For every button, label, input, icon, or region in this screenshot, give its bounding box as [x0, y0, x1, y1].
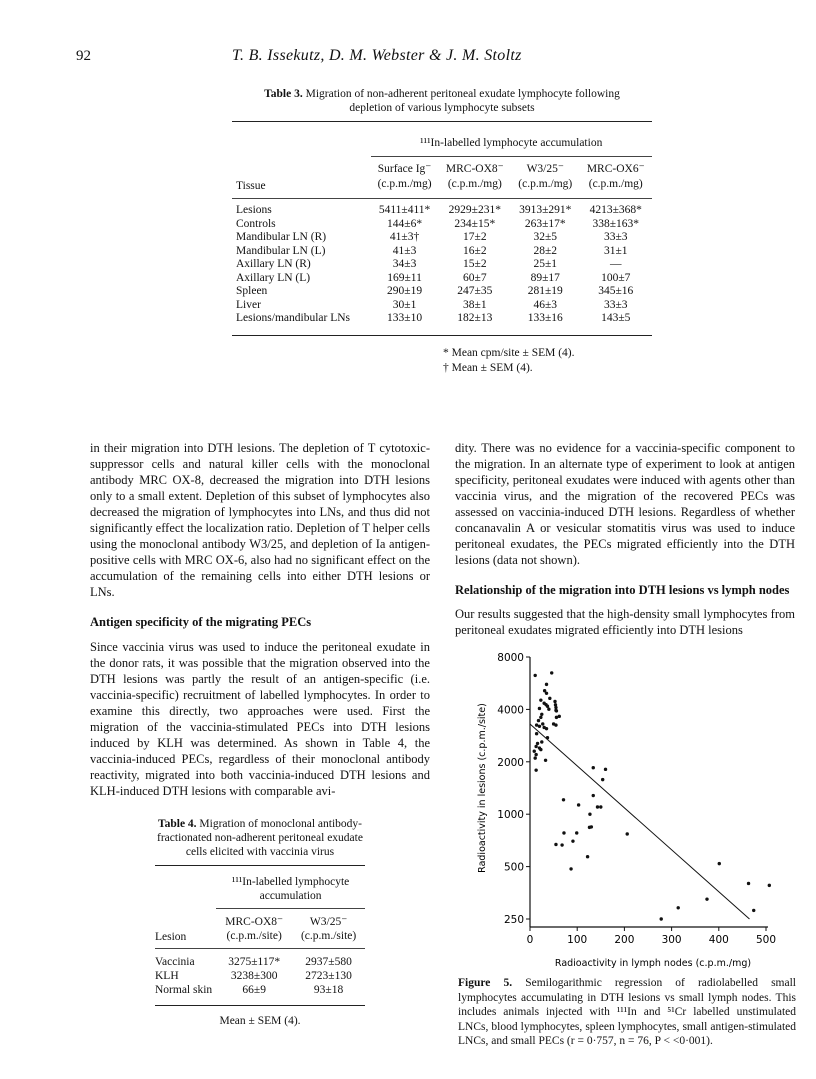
x-tick-label: 200 — [614, 934, 635, 946]
left-column — [90, 440, 430, 1029]
spacer — [232, 122, 371, 137]
data-point — [752, 909, 755, 912]
table3-block — [232, 87, 652, 376]
rule — [155, 1006, 365, 1009]
table3-label: Table 3. — [264, 88, 303, 100]
table4-group-header: ¹¹¹In-labelled lymphocyte accumulation — [216, 866, 365, 909]
data-point — [545, 727, 548, 730]
column-unit: (c.p.m./site) — [300, 930, 357, 942]
data-point — [768, 884, 771, 887]
value-cell: 100±7 — [601, 271, 631, 284]
table-row — [155, 983, 365, 1006]
value-cell: 34±3 — [392, 258, 417, 270]
value-cell: 3913±291* — [511, 199, 579, 218]
table3-group-header-row — [232, 122, 652, 137]
table-row — [232, 272, 652, 286]
data-point — [626, 832, 629, 835]
value-cell: 247±35 — [457, 285, 493, 297]
spacer — [232, 136, 371, 157]
data-point — [535, 732, 538, 735]
value-cell: 2937±580 — [292, 949, 365, 970]
value-cell: 169±11 — [387, 271, 422, 284]
value-cell: 66±9 — [242, 984, 266, 996]
value-cell: 338±163* — [592, 217, 640, 230]
column-name: MRC-OX6⁻ — [586, 163, 645, 175]
section-heading-antigen-specificity: Antigen specificity of the migrating PECs — [90, 615, 312, 629]
data-point — [677, 906, 680, 909]
spacer — [371, 122, 652, 137]
value-cell: 60±7 — [463, 271, 487, 284]
y-tick-label: 1000 — [497, 809, 524, 822]
value-cell: 25±1 — [533, 258, 558, 270]
data-point — [533, 750, 536, 753]
data-point — [536, 742, 539, 745]
section-heading-relationship — [455, 582, 795, 598]
value-cell: 263±17* — [524, 217, 566, 230]
table-row — [155, 969, 365, 983]
value-cell: 16±2 — [463, 244, 487, 257]
value-cell: 33±3 — [603, 231, 628, 243]
data-point — [718, 862, 721, 865]
data-point — [599, 805, 602, 808]
table4-caption-text: Migration of monoclonal antibody-fractionated non-adherent peritoneal exudate cells elicited with vaccinia virus — [157, 818, 363, 858]
column-name: W3/25⁻ — [526, 163, 564, 175]
table-row — [232, 231, 652, 245]
y-tick-label: 500 — [503, 861, 524, 874]
x-axis-label: Radioactivity in lymph nodes (c.p.m./mg) — [554, 958, 752, 969]
value-cell: 144±6* — [387, 217, 423, 230]
tissue-cell: Lesions — [232, 199, 371, 218]
table4-footnote: Mean ± SEM (4). — [219, 1015, 301, 1027]
data-point — [533, 756, 536, 759]
data-point — [545, 692, 548, 695]
data-point — [604, 768, 607, 771]
value-cell: 41±3† — [389, 231, 420, 243]
data-point — [534, 745, 537, 748]
rule — [232, 335, 652, 338]
y-tick-label: 2000 — [497, 756, 524, 769]
left-para-1: in their migration into DTH lesions. The depletion of T cytotoxic-suppressor cells and natural killer cells with the monoclonal antibody MRC OX-8, decreased the migration into DTH lesions only to a small extent. Depletion of this subset of lymphocytes also decreased the migration of lymphocytes into LNs, and thus did not significantly effect the localization ratio. Depletion of T helper cells using the monoclonal antibody W3/25, and depletion of Ia antigen-positive cells with MRC OX-6, also had no significant effect on the accumulation of the remaining cells into either DTH lesions or LNs. — [90, 441, 430, 599]
data-point — [538, 707, 541, 710]
value-cell: 15±2 — [463, 258, 487, 270]
running-head-authors: T. B. Issekutz, D. M. Webster & J. M. Stoltz — [232, 47, 522, 64]
table3-caption-text: Migration of non-adherent peritoneal exudate lymphocyte following depletion of various lymphocyte subsets — [305, 88, 620, 114]
data-point — [544, 759, 547, 762]
value-cell: 234±15* — [454, 217, 496, 230]
table3-footnote: * Mean cpm/site ± SEM (4). — [443, 346, 575, 359]
x-tick-label: 300 — [661, 934, 682, 946]
data-point — [553, 700, 556, 703]
table3-column-header — [580, 157, 653, 199]
value-cell: 30±1 — [392, 298, 417, 311]
x-tick-label: 400 — [708, 934, 729, 946]
value-cell: 133±10 — [387, 312, 423, 324]
value-cell: 38±1 — [463, 298, 487, 311]
data-point — [592, 794, 595, 797]
value-cell: 281±19 — [527, 285, 563, 297]
data-point — [545, 683, 548, 686]
right-para-2: Our results suggested that the high-density small lymphocytes from peritoneal exudates migrated efficiently into DTH lesions — [455, 607, 795, 637]
data-point — [555, 709, 558, 712]
data-point — [560, 843, 563, 846]
tissue-cell: Axillary LN (R) — [236, 258, 311, 270]
value-cell: 143±5 — [601, 312, 631, 324]
table3-footnote: † Mean ± SEM (4). — [443, 361, 533, 374]
table4-row-header: Lesion — [155, 931, 187, 943]
data-point — [534, 768, 537, 771]
table3-footnotes — [443, 346, 652, 376]
data-point — [546, 736, 549, 739]
data-point — [554, 843, 557, 846]
y-tick-label: 8000 — [497, 652, 524, 664]
data-point — [601, 778, 604, 781]
table4-grid — [155, 865, 365, 1008]
column-unit: (c.p.m./site) — [226, 930, 282, 942]
table-row — [155, 949, 365, 970]
value-cell: 2723±130 — [305, 970, 352, 982]
x-tick-label: 100 — [567, 934, 588, 946]
table4-column-header — [216, 909, 292, 949]
table4-caption — [150, 817, 370, 859]
table-row — [232, 299, 652, 313]
y-tick-label: 4000 — [497, 704, 524, 717]
table4-bottom-rule — [155, 1006, 365, 1009]
table-row — [232, 218, 652, 232]
figure5-caption — [458, 976, 796, 1049]
data-point — [554, 723, 557, 726]
data-point — [539, 748, 542, 751]
data-point — [539, 716, 542, 719]
data-point — [558, 715, 561, 718]
tissue-cell: Mandibular LN (L) — [236, 244, 326, 257]
table-row — [232, 199, 652, 218]
value-cell: 31±1 — [603, 244, 628, 257]
data-point — [571, 839, 574, 842]
table-row — [232, 245, 652, 259]
regression-line — [530, 724, 749, 919]
tissue-cell: Lesions/mandibular LNs — [236, 312, 351, 324]
value-cell: 32±5 — [533, 231, 558, 243]
column-name: MRC-OX8⁻ — [225, 916, 284, 928]
value-cell: 17±2 — [463, 231, 487, 243]
value-cell: 133±16 — [527, 312, 563, 324]
data-point — [538, 725, 541, 728]
table3-column-header — [439, 157, 511, 199]
value-cell: 89±17 — [530, 271, 560, 284]
table3-group-row — [232, 136, 652, 157]
value-cell: 3238±300 — [230, 970, 278, 982]
data-point — [540, 740, 543, 743]
data-point — [562, 798, 565, 801]
x-tick-label: 500 — [755, 934, 777, 946]
table3-group-header: ¹¹¹In-labelled lymphocyte accumulation — [420, 137, 603, 149]
value-cell: 290±19 — [387, 285, 423, 297]
value-cell: 182±13 — [457, 312, 493, 324]
column-name: Surface Ig⁻ — [377, 163, 432, 175]
table3-column-header — [511, 157, 579, 199]
data-point — [537, 719, 540, 722]
y-axis-label: Radioactivity in lesions (c.p.m./site) — [477, 703, 488, 873]
value-cell: 46±3 — [533, 298, 558, 311]
data-point — [540, 713, 543, 716]
data-point — [660, 917, 663, 920]
data-point — [590, 825, 593, 828]
data-point — [547, 708, 550, 711]
data-point — [592, 766, 595, 769]
column-unit: (c.p.m./mg) — [447, 178, 502, 190]
column-unit: (c.p.m./mg) — [588, 178, 643, 190]
table3-column-header — [371, 157, 439, 199]
lesion-cell: Normal skin — [155, 984, 213, 996]
data-point — [588, 813, 591, 816]
value-cell: 5411±411* — [371, 199, 439, 218]
table3-row-header: Tissue — [236, 180, 266, 192]
value-cell: 28±2 — [533, 244, 558, 257]
value-cell: 4213±368* — [580, 199, 653, 218]
x-tick-label: 0 — [526, 934, 534, 946]
data-point — [747, 882, 750, 885]
column-name: MRC-OX8⁻ — [445, 163, 504, 175]
figure5-label: Figure 5. — [458, 977, 513, 989]
table4 — [155, 865, 365, 1008]
data-point — [548, 697, 551, 700]
table-row — [232, 285, 652, 299]
data-point — [569, 867, 572, 870]
table4-header-row — [155, 909, 365, 949]
page-number: 92 — [76, 48, 91, 64]
data-point — [596, 805, 599, 808]
spacer — [155, 866, 216, 909]
column-unit: (c.p.m./mg) — [377, 178, 432, 190]
value-cell: 33±3 — [603, 298, 628, 311]
data-point — [533, 674, 536, 677]
table3-caption — [242, 87, 642, 115]
value-cell: 41±3 — [392, 244, 417, 257]
section-heading-text: Relationship of the migration into DTH lesions vs lymph nodes — [455, 583, 790, 597]
data-point — [562, 831, 565, 834]
column-unit: (c.p.m./mg) — [518, 178, 573, 190]
table-row — [232, 258, 652, 272]
data-point — [541, 722, 544, 725]
data-point — [550, 671, 553, 674]
table3-bottom-rule — [232, 335, 652, 338]
right-column — [455, 440, 795, 1049]
figure5-scatter-plot — [455, 644, 800, 974]
data-point — [539, 698, 542, 701]
tissue-cell: Spleen — [236, 285, 268, 297]
right-para-1: dity. There was no evidence for a vaccinia-specific component to the migration. In an alternate type of experiment to look at antigen specificity, peritoneal exudates were induced with agents other than vaccinia virus, and the migration of the recovered PECs was assessed on vaccinia-induced DTH lesions. Regardless of whether concanavalin A or vesicular stomatitis virus was used to induce peritoneal exudates, the PECs migrated efficiently into the DTH lesions (data not shown). — [455, 441, 795, 567]
data-point — [546, 705, 549, 708]
lesion-cell: KLH — [155, 970, 179, 982]
column-name: W3/25⁻ — [309, 916, 348, 928]
table-row — [232, 312, 652, 335]
tissue-cell: Axillary LN (L) — [236, 271, 311, 284]
table4-group-row — [155, 866, 365, 909]
value-cell: 345±16 — [598, 285, 634, 297]
table4-column-header — [292, 909, 365, 949]
lesion-cell: Vaccinia — [155, 949, 216, 970]
table3-grid — [232, 121, 652, 338]
value-cell: — — [610, 258, 622, 270]
table4-label: Table 4. — [157, 818, 197, 830]
y-tick-label: 250 — [503, 914, 524, 926]
value-cell: 3275±117* — [216, 949, 292, 970]
value-cell: 93±18 — [313, 984, 344, 996]
data-point — [705, 897, 708, 900]
figure5-caption-text: Semilogarithmic regression of radiolabelled small lymphocytes accumulating in DTH lesions vs small lymph nodes. This includes animals injected with ¹¹¹In and ⁵¹Cr labelled unstimulated LNCs, blood lymphocytes, spleen lymphocytes, small antigen-stimulated LNCs, and small PECs (r = 0·757, n = 76, P < <0·001). — [458, 977, 796, 1047]
table3-header-row — [232, 157, 652, 199]
data-point — [575, 831, 578, 834]
value-cell: 2929±231* — [439, 199, 511, 218]
tissue-cell: Controls — [236, 217, 276, 230]
data-point — [534, 753, 537, 756]
tissue-cell: Mandibular LN (R) — [236, 231, 327, 243]
data-point — [577, 803, 580, 806]
left-para-2: Since vaccinia virus was used to induce the peritoneal exudate in the donor rats, it was possible that the migration observed into the DTH lesions was partly the result of an antigen-specific (i.e. vaccinia-specific) recruitment of labelled lymphocytes. In order to examine this directly, two approaches were used. First the migration of the vaccinia-stimulated PECs into DTH lesions induced by KLH was determined. As shown in Table 4, the vaccinia-induced PECs, regardless of their monoclonal antibody reactivity, migrated into both vaccinia-induced DTH lesions and KLH-induced DTH lesions with comparable avi- — [90, 640, 430, 798]
tissue-cell: Liver — [236, 298, 261, 311]
data-point — [586, 855, 589, 858]
